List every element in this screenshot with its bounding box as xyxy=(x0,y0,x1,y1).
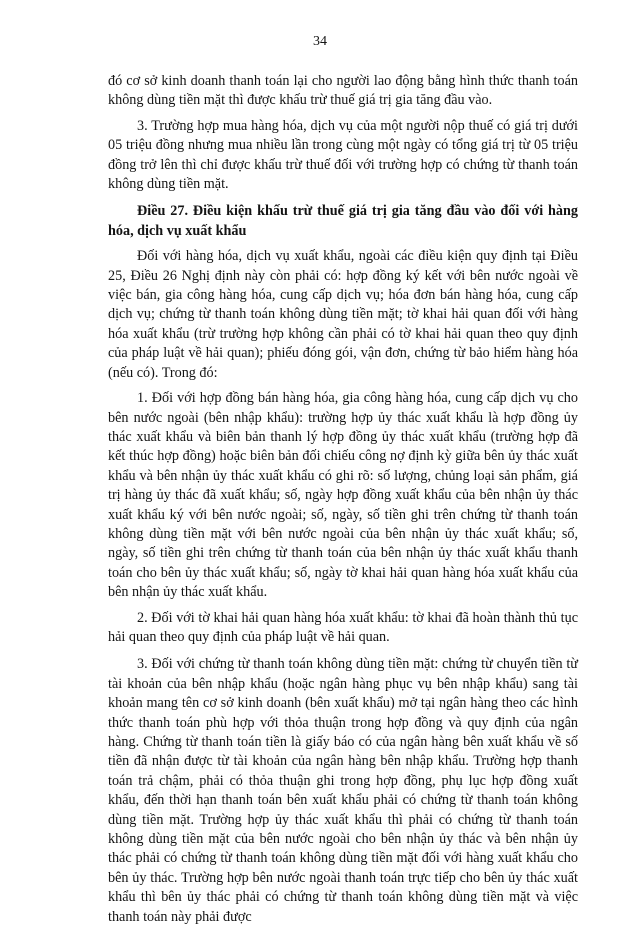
article-title: Điều 27. Điều kiện khấu trừ thuế giá trị gia tăng đầu vào đối với hàng hóa, dịch vụ xuất khẩu xyxy=(108,203,578,239)
article-clause-2: 2. Đối với tờ khai hải quan hàng hóa xuất khẩu: tờ khai đã hoàn thành thủ tục hải quan theo quy định của pháp luật về hải quan. xyxy=(108,609,578,645)
article-clause-3: 3. Đối với chứng từ thanh toán không dùng tiền mặt: chứng từ chuyển tiền từ tài khoản của bên nhập khẩu (hoặc ngân hàng phục vụ bên nhập khẩu) sang tài khoản mang tên cơ sở kinh doanh (bên xuất khẩu) mở tại ngân hàng theo các hình thức thanh toán phù hợp với thỏa thuận trong hợp đồng và quy định của ngân hàng. Chứng từ thanh toán tiền là giấy báo có của ngân hàng bên xuất khẩu về số tiền đã nhận được từ tài khoản của ngân hàng bên nhập khẩu. Trường hợp thanh toán trả chậm, phải có thỏa thuận ghi trong hợp đồng, phụ lục hợp đồng xuất khẩu, đến thời hạn thanh toán bên xuất khẩu phải có chứng từ thanh toán không dùng tiền mặt. Trường hợp ủy thác xuất khẩu thì phải có chứng từ thanh toán không dùng tiền mặt của bên nước ngoài cho bên nhận ủy thác và bên nhận ủy thác phải có chứng từ thanh toán không dùng tiền mặt đối với hàng xuất khẩu cho bên ủy thác. Trường hợp bên nước ngoài thanh toán trực tiếp cho bên ủy thác xuất khẩu thì bên ủy thác phải có chứng từ thanh toán không dùng tiền mặt và việc thanh toán này phải được xyxy=(108,656,578,925)
article-clause-1: 1. Đối với hợp đồng bán hàng hóa, gia công hàng hóa, cung cấp dịch vụ cho bên nước ngoài (bên nhập khẩu): trường hợp ủy thác xuất khẩu là hợp đồng ủy thác xuất khẩu và biên bản thanh lý hợp đồng ủy thác xuất khẩu (trường hợp đã kết thúc hợp đồng) hoặc biên bản đối chiếu công nợ định kỳ giữa bên ủy thác xuất khẩu và bên nhận ủy thác xuất khẩu có ghi rõ: số lượng, chủng loại sản phẩm, giá trị hàng ủy thác đã xuất khẩu; số, ngày hợp đồng xuất khẩu của bên nhận ủy thác xuất khẩu ký với bên nước ngoài; số, ngày, số tiền ghi trên chứng từ thanh toán không dùng tiền mặt với bên nước ngoài của bên nhận ủy thác xuất khẩu; số, ngày, số tiền ghi trên chứng từ thanh toán của bên nhận ủy thác xuất khẩu thanh toán cho bên ủy thác xuất khẩu; số, ngày tờ khai hải quan hàng hóa xuất khẩu của bên nhận ủy thác xuất khẩu. xyxy=(108,390,578,601)
page-content xyxy=(108,72,578,933)
paragraph-clause-3: 3. Trường hợp mua hàng hóa, dịch vụ của một người nộp thuế có giá trị dưới 05 triệu đồng nhưng mua nhiều lần trong cùng một ngày có tổng giá trị từ 05 triệu đồng trở lên thì chỉ được khấu trừ thuế đối với trường hợp có chứng từ thanh toán không dùng tiền mặt. xyxy=(108,117,578,193)
article-intro-paragraph: Đối với hàng hóa, dịch vụ xuất khẩu, ngoài các điều kiện quy định tại Điều 25, Điều 26 Nghị định này còn phải có: hợp đồng ký kết với bên nước ngoài về việc bán, gia công hàng hóa, cung cấp dịch vụ; hóa đơn bán hàng hóa, cung cấp dịch vụ; chứng từ thanh toán không dùng tiền mặt; tờ khai hải quan đối với hàng hóa xuất khẩu (trừ trường hợp không cần phải có tờ khai hải quan theo quy định của pháp luật về hải quan); phiếu đóng gói, vận đơn, chứng từ bảo hiểm hàng hóa (nếu có). Trong đó: xyxy=(108,248,578,381)
page-number: 34 xyxy=(313,34,327,49)
paragraph-continued: đó cơ sở kinh doanh thanh toán lại cho người lao động bằng hình thức thanh toán không dùng tiền mặt thì được khấu trừ thuế giá trị gia tăng đầu vào. xyxy=(108,73,578,109)
